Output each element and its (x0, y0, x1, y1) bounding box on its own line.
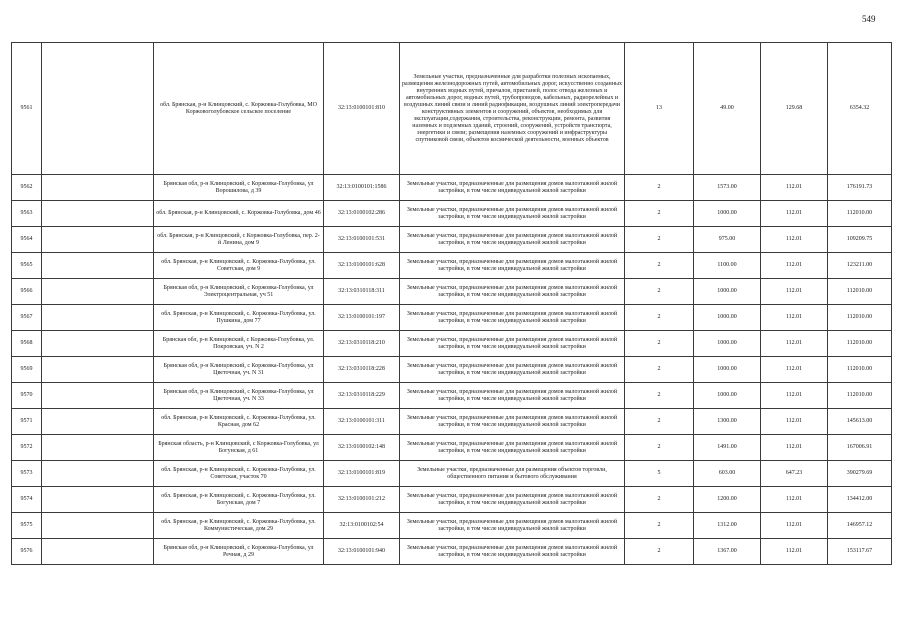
address-cell: обл. Брянская, р-н Клинцовский, с. Коржовка-Голубовка, ул. Советская, участок 70 (154, 461, 324, 487)
cadastral-number-cell: 32:13:0310118:210 (324, 331, 400, 357)
area-cell: 975.00 (694, 227, 761, 253)
cadastral-value-cell: 112010.00 (828, 201, 892, 227)
rate-cell: 129.68 (761, 43, 828, 175)
row-number: 9575 (12, 513, 42, 539)
cadastral-value-cell: 112010.00 (828, 383, 892, 409)
table-row (12, 305, 892, 331)
cadastral-number-cell: 32:13:0100101:531 (324, 227, 400, 253)
land-use-cell: Земельные участки, предназначенные для размещения домов малоэтажной жилой застройки, в том числе индивидуальной жилой застройки (400, 409, 625, 435)
zone-cell: 2 (625, 305, 694, 331)
rate-cell: 112.01 (761, 279, 828, 305)
rate-cell: 112.01 (761, 409, 828, 435)
blank-cell (42, 279, 154, 305)
address-cell: обл. Брянская, р-н Клинцовский, с. Коржовка-Голубовка, ул. Коммунистическая, дом 29 (154, 513, 324, 539)
blank-cell (42, 487, 154, 513)
zone-cell: 2 (625, 539, 694, 565)
blank-cell (42, 305, 154, 331)
zone-cell: 5 (625, 461, 694, 487)
zone-cell: 2 (625, 487, 694, 513)
row-number: 9576 (12, 539, 42, 565)
blank-cell (42, 461, 154, 487)
cadastral-number-cell: 32:13:0100101:628 (324, 253, 400, 279)
area-cell: 1100.00 (694, 253, 761, 279)
table-row (12, 357, 892, 383)
blank-cell (42, 331, 154, 357)
rate-cell: 112.01 (761, 487, 828, 513)
blank-cell (42, 539, 154, 565)
land-use-cell: Земельные участки, предназначенные для размещения домов малоэтажной жилой застройки, в том числе индивидуальной жилой застройки (400, 305, 625, 331)
blank-cell (42, 409, 154, 435)
row-number: 9568 (12, 331, 42, 357)
address-cell: обл. Брянская, р-н Клинцовский, с. Коржовка-Голубовка, ул. Красная, дом 62 (154, 409, 324, 435)
rate-cell: 112.01 (761, 357, 828, 383)
zone-cell: 2 (625, 175, 694, 201)
table-row (12, 409, 892, 435)
cadastral-value-cell: 134412.00 (828, 487, 892, 513)
rate-cell: 112.01 (761, 435, 828, 461)
zone-cell: 2 (625, 279, 694, 305)
cadastral-value-table (11, 42, 892, 565)
land-use-cell: Земельные участки, предназначенные для размещения домов малоэтажной жилой застройки, в том числе индивидуальной жилой застройки (400, 383, 625, 409)
cadastral-number-cell: 32:13:0310118:228 (324, 357, 400, 383)
cadastral-number-cell: 32:13:0100101:810 (324, 43, 400, 175)
rate-cell: 112.01 (761, 227, 828, 253)
cadastral-number-cell: 32:13:0100102:54 (324, 513, 400, 539)
row-number: 9563 (12, 201, 42, 227)
cadastral-value-cell: 112010.00 (828, 357, 892, 383)
row-number: 9570 (12, 383, 42, 409)
row-number: 9562 (12, 175, 42, 201)
cadastral-number-cell: 32:13:0100101:819 (324, 461, 400, 487)
address-cell: обл. Брянская, р-н Клинцовский, с Коржовка-Голубовка, пер. 2-й Ленина, дом 9 (154, 227, 324, 253)
address-cell: обл. Брянская, р-н Клинцовский, с. Коржовка-Голубовка, МО Коржовоголубовское сельское поселение (154, 43, 324, 175)
address-cell: обл. Брянская, р-н Клинцовский, с. Коржовка-Голубовка, ул. Советская, дом 9 (154, 253, 324, 279)
cadastral-number-cell: 32:13:0100102:286 (324, 201, 400, 227)
blank-cell (42, 43, 154, 175)
cadastral-value-cell: 167006.91 (828, 435, 892, 461)
row-number: 9564 (12, 227, 42, 253)
zone-cell: 2 (625, 383, 694, 409)
address-cell: обл. Брянская, р-н Клинцовский, с. Коржовка-Голубовка, дом 46 (154, 201, 324, 227)
row-number: 9561 (12, 43, 42, 175)
land-use-cell: Земельные участки, предназначенные для разработки полезных ископаемых, размещения железнодорожных путей, автомобильных дорог, искусственно созданных внутренних водных путей, причалов, пристаней, полос отвода железных и автомобильных дорог, водных путей, трубопроводов, кабельных, радиорелейных и воздушных линий связи и линий радиофикации, воздушных линий электропередачи конструктивных элементов и сооружений, объектов, необходимых для эксплуатации,содержания, строительства, реконструкции, ремонта, развития наземных и подземных зданий, строений, сооружений, устройств транспорта, энергетики и связи; размещения наземных сооружений и инфраструктуры спутниковой связи, объектов космической деятельности, военных объектов (400, 43, 625, 175)
row-number: 9571 (12, 409, 42, 435)
blank-cell (42, 513, 154, 539)
area-cell: 1000.00 (694, 305, 761, 331)
land-use-cell: Земельные участки, предназначенные для размещения домов малоэтажной жилой застройки, в том числе индивидуальной жилой застройки (400, 487, 625, 513)
cadastral-value-cell: 6354.32 (828, 43, 892, 175)
row-number: 9574 (12, 487, 42, 513)
land-use-cell: Земельные участки, предназначенные для размещения домов малоэтажной жилой застройки, в том числе индивидуальной жилой застройки (400, 513, 625, 539)
row-number: 9567 (12, 305, 42, 331)
cadastral-value-cell: 109209.75 (828, 227, 892, 253)
cadastral-value-cell: 176191.73 (828, 175, 892, 201)
blank-cell (42, 383, 154, 409)
rate-cell: 112.01 (761, 513, 828, 539)
land-use-cell: Земельные участки, предназначенные для размещения домов малоэтажной жилой застройки, в том числе индивидуальной жилой застройки (400, 227, 625, 253)
area-cell: 1000.00 (694, 279, 761, 305)
address-cell: Брянская обл, р-н Клинцовский, с Коржовка-Голубовка, ул Электроцентральная, уч 51 (154, 279, 324, 305)
area-cell: 1000.00 (694, 331, 761, 357)
rate-cell: 112.01 (761, 175, 828, 201)
rate-cell: 112.01 (761, 331, 828, 357)
cadastral-number-cell: 32:13:0100101:212 (324, 487, 400, 513)
cadastral-number-cell: 32:13:0100101:311 (324, 409, 400, 435)
area-cell: 1000.00 (694, 357, 761, 383)
zone-cell: 13 (625, 43, 694, 175)
row-number: 9565 (12, 253, 42, 279)
blank-cell (42, 435, 154, 461)
land-use-cell: Земельные участки, предназначенные для размещения домов малоэтажной жилой застройки, в том числе индивидуальной жилой застройки (400, 331, 625, 357)
table-row (12, 487, 892, 513)
land-use-cell: Земельные участки, предназначенные для размещения домов малоэтажной жилой застройки, в том числе индивидуальной жилой застройки (400, 175, 625, 201)
address-cell: Брянская обл, р-н Клинцовский, с Коржовка-Голубовка, ул Ворошилова, д 39 (154, 175, 324, 201)
land-use-cell: Земельные участки, предназначенные для размещения домов малоэтажной жилой застройки, в том числе индивидуальной жилой застройки (400, 357, 625, 383)
table-row (12, 201, 892, 227)
row-number: 9573 (12, 461, 42, 487)
row-number: 9566 (12, 279, 42, 305)
cadastral-value-cell: 153117.67 (828, 539, 892, 565)
blank-cell (42, 175, 154, 201)
land-use-cell: Земельные участки, предназначенные для размещения домов малоэтажной жилой застройки, в том числе индивидуальной жилой застройки (400, 539, 625, 565)
table-row (12, 253, 892, 279)
table-row (12, 331, 892, 357)
cadastral-value-cell: 146957.12 (828, 513, 892, 539)
area-cell: 603.00 (694, 461, 761, 487)
zone-cell: 2 (625, 435, 694, 461)
area-cell: 1000.00 (694, 383, 761, 409)
land-use-cell: Земельные участки, предназначенные для размещения объектов торговли, общественного питания и бытового обслуживания (400, 461, 625, 487)
table-row (12, 461, 892, 487)
area-cell: 1200.00 (694, 487, 761, 513)
zone-cell: 2 (625, 357, 694, 383)
rate-cell: 112.01 (761, 305, 828, 331)
table-row (12, 227, 892, 253)
zone-cell: 2 (625, 513, 694, 539)
table-row (12, 383, 892, 409)
cadastral-value-cell: 112010.00 (828, 305, 892, 331)
blank-cell (42, 227, 154, 253)
cadastral-value-cell: 390279.69 (828, 461, 892, 487)
cadastral-number-cell: 32:13:0310118:311 (324, 279, 400, 305)
cadastral-value-cell: 112010.00 (828, 331, 892, 357)
land-use-cell: Земельные участки, предназначенные для размещения домов малоэтажной жилой застройки, в том числе индивидуальной жилой застройки (400, 201, 625, 227)
cadastral-value-cell: 112010.00 (828, 279, 892, 305)
blank-cell (42, 253, 154, 279)
cadastral-number-cell: 32:13:0310118:229 (324, 383, 400, 409)
area-cell: 49.00 (694, 43, 761, 175)
address-cell: обл. Брянская, р-н Клинцовский, с. Коржовка-Голубовка, ул. Пушкина, дом 77 (154, 305, 324, 331)
address-cell: Брянская обл, р-н Клинцовский, с Коржовка-Голубовка, ул Речная, д 29 (154, 539, 324, 565)
cadastral-number-cell: 32:13:0100102:148 (324, 435, 400, 461)
land-use-cell: Земельные участки, предназначенные для размещения домов малоэтажной жилой застройки, в том числе индивидуальной жилой застройки (400, 279, 625, 305)
table-row (12, 279, 892, 305)
zone-cell: 2 (625, 253, 694, 279)
table-row (12, 539, 892, 565)
area-cell: 1300.00 (694, 409, 761, 435)
area-cell: 1000.00 (694, 201, 761, 227)
land-use-cell: Земельные участки, предназначенные для размещения домов малоэтажной жилой застройки, в том числе индивидуальной жилой застройки (400, 435, 625, 461)
address-cell: Брянская обл, р-н Клинцовский, с Коржовка-Голубовка, ул Цветочная, уч. N 31 (154, 357, 324, 383)
area-cell: 1491.00 (694, 435, 761, 461)
address-cell: Брянская обл, р-н Клинцовский, с Коржовка-Голубовка, ул Цветочная, уч. N 33 (154, 383, 324, 409)
zone-cell: 2 (625, 409, 694, 435)
table-row (12, 43, 892, 175)
address-cell: обл. Брянская, р-н Клинцовский, с. Коржовка-Голубовка, ул. Богунская, дом 7 (154, 487, 324, 513)
cadastral-number-cell: 32:13:0100101:940 (324, 539, 400, 565)
table-row (12, 175, 892, 201)
rate-cell: 112.01 (761, 201, 828, 227)
land-use-cell: Земельные участки, предназначенные для размещения домов малоэтажной жилой застройки, в том числе индивидуальной жилой застройки (400, 253, 625, 279)
table-row (12, 513, 892, 539)
cadastral-value-cell: 123211.00 (828, 253, 892, 279)
zone-cell: 2 (625, 201, 694, 227)
blank-cell (42, 201, 154, 227)
rate-cell: 112.01 (761, 253, 828, 279)
table-body (12, 43, 892, 565)
zone-cell: 2 (625, 227, 694, 253)
cadastral-number-cell: 32:13:0100101:197 (324, 305, 400, 331)
table-row (12, 435, 892, 461)
area-cell: 1367.00 (694, 539, 761, 565)
area-cell: 1573.00 (694, 175, 761, 201)
row-number: 9572 (12, 435, 42, 461)
cadastral-value-cell: 145613.00 (828, 409, 892, 435)
page-number: 549 (862, 14, 876, 24)
address-cell: Брянская обл, р-н Клинцовский, с Коржовка-Голубовка, ул. Покровская, уч. N 2 (154, 331, 324, 357)
area-cell: 1312.00 (694, 513, 761, 539)
rate-cell: 112.01 (761, 539, 828, 565)
address-cell: Брянская область, р-н Клинцовский, с Коржовка-Голубовка, ул Богунская, д 61 (154, 435, 324, 461)
zone-cell: 2 (625, 331, 694, 357)
rate-cell: 647.23 (761, 461, 828, 487)
row-number: 9569 (12, 357, 42, 383)
blank-cell (42, 357, 154, 383)
rate-cell: 112.01 (761, 383, 828, 409)
cadastral-number-cell: 32:13:0100101:1586 (324, 175, 400, 201)
